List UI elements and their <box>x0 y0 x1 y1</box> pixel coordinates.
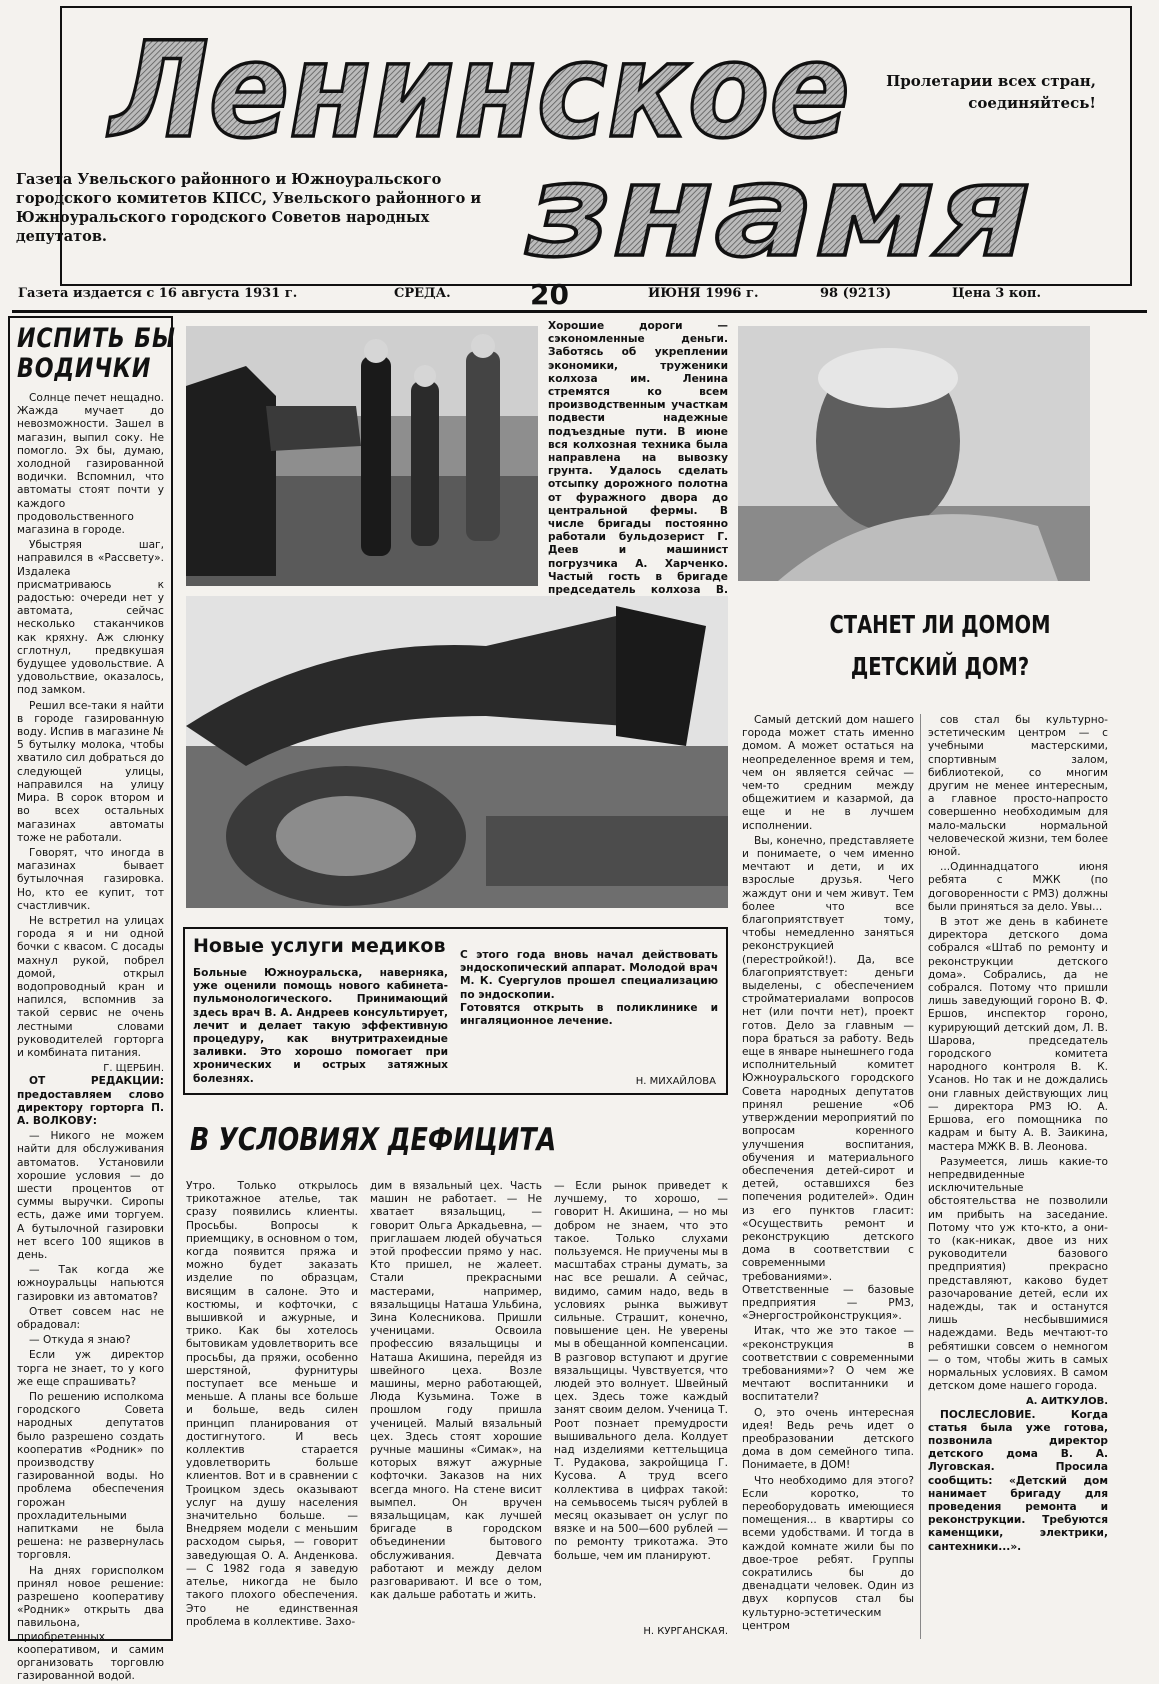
masthead-title-2: знамя <box>524 137 1031 286</box>
deficit-title: В УСЛОВИЯХ ДЕФИЦИТА <box>190 1122 557 1158</box>
signature: Н. КУРГАНСКАЯ. <box>643 1626 728 1637</box>
editorial-note: ОТ РЕДАКЦИИ: предоставляем слово директору горторга П. А. ВОЛКОВУ: <box>17 1075 164 1127</box>
paragraph: — Так когда же южноуральцы напьются газировки из автоматов? <box>17 1264 164 1303</box>
paragraph: ...Одиннадцатого июня ребята с МЖК (по договоренности с РМЗ) должны были приняться за дело. Увы... <box>928 861 1108 913</box>
founded-text: Газета издается с 16 августа 1931 г. <box>18 286 298 301</box>
weekday: СРЕДА. <box>394 286 451 301</box>
signature: Н. МИХАЙЛОВА <box>635 1076 716 1087</box>
paragraph: Разумеется, лишь какие-то непредвиденные исключительные обстоятельства не позволили им прибыть на заседание. Потому что уж кто-кто, а они-то (как-никак, двое из них руководители базового предприятия) прекрасно представляют, каково будет разочарование детей, если их надежды, так и останутся лишь несбывшимися надеждами. Ведь мечтают-то ребятишки совсем о немногом — о том, чтобы жить в самых нормальных условиях. В самом детском доме нашего города. <box>928 1155 1108 1393</box>
paragraph: Убыстряя шаг, направился в «Рассвету». Издалека присматриваюсь к радостью: очереди нет у автомата, сейчас несколько стаканчиков как кряхну. Аж слюнку сглотнул, предвкушая будущее удовольствие. А удовольствие, оказалось, под замком. <box>17 539 164 697</box>
paragraph: Самый детский дом нашего города может стать именно домом. А может остаться на неопределенное время и тем, чем он является сейчас — чем-то средним между общежитием и казармой, да еще и не в лучшем исполнении. <box>742 714 914 832</box>
dateline <box>12 280 1147 313</box>
orphanage-col1 <box>742 714 914 1639</box>
sidebar-article <box>8 316 176 1683</box>
orphanage-title: СТАНЕТ ЛИ ДОМОМ ДЕТСКИЙ ДОМ? <box>829 610 1051 681</box>
signature: Г. ЩЕРБИН. <box>103 1063 164 1075</box>
paragraph: Что необходимо для этого? Если коротко, то переоборудовать имеющиеся помещения... в квартиры со всеми удобствами. И тогда в каждой комнате жили бы по двое-трое ребят. Группы сократились бы до двенадцати человек. Один из двух корпусов стал бы культурно-эстетическим центром <box>742 1474 914 1632</box>
paragraph: Если уж директор торга не знает, то у кого же еще спрашивать? <box>17 1349 164 1388</box>
paragraph: — Откуда я знаю? <box>29 1334 131 1347</box>
masthead-title-1: Ленинское <box>106 14 850 168</box>
deficit-col1: Утро. Только открылось трикотажное ателье, так сразу появились клиенты. Просьбы. Вопросы к приемщику, в основном о том, когда появится пряжа и можно будет заказать изделие по образцам, висящим в салоне. Это и костюмы, и кофточки, с вышивкой и ажурные, и трико. Как бы хотелось бытовикам удовлетворить все просьбы, да пряжи, особенно шерстяной, фурнитуры поступает все меньше и меньше. А планы все больше и больше, ведь силен принцип планирования от достигнутого. И весь коллектив старается удовлетворить больше клиентов. Вот и в сравнении с Троицком здесь оказывают услуг на душу населения значительно больше. — Внедряем модели с меньшим расходом сырья, — говорит заведующая О. А. Анденкова.— С 1982 года я заведую ателье, никогда не было такого плохого обеспечения. Это не единственная проблема в коллективе. Захо- <box>186 1180 358 1628</box>
paragraph: Солнце печет нещадно. Жажда мучает до невозможности. Зашел в магазин, выпил соку. Не помогло. Эх бы, думаю, холодной газированной водички. Вспомнил, что автоматы стоят почти у каждого продовольственного магазина в городе. <box>17 392 164 537</box>
paragraph: Решил все-таки я найти в городе газированную воду. Испив в магазине № 5 бутылку молока, чтобы хватило сил добраться до следующей улицы, направился на улицу Мира. В сорок втором и во всех остальных магазинах автоматы тоже не работали. <box>17 699 164 844</box>
paragraph: Ответ совсем нас не обрадовал: <box>17 1305 164 1332</box>
photo-road-crew <box>186 326 538 586</box>
sidebar-title: ИСПИТЬ БЫ ВОДИЧКИ <box>17 323 176 384</box>
paragraph: Вы, конечно, представляете и понимаете, о чем именно мечтают и дети, и их взрослые друзья. Чего жаждут они и чем живут. Тем более что все благоприятствует тому, чтобы немедленно заняться реконструкцией (перестройкой!). Да, все благоприятствует: деньги выделены, с обеспечением стройматериалами вопросов нет (или почти нет), проект готов. Дело за главным — пора браться за работу. Ведь еще в январе нынешнего года исполнительный комитет Южноуральского городского Совета народных депутатов принял решение «Об утверждении мероприятий по вопросам коренного улучшения воспитания, обучения и материального обеспечения детей-сирот и детей, оставшихся без попечения родителей». Один из его пунктов гласит: «Осуществить ремонт и реконструкцию детского дома в соответствии с современными требованиями». Ответственные — базовые предприятия — РМЗ, «Энергостройконструкция». <box>742 834 914 1323</box>
issue-number: 98 (9213) <box>820 286 892 301</box>
price: Цена 3 коп. <box>952 286 1041 301</box>
paragraph: — Никого не можем найти для обслуживания автоматов. Установили хорошие условия — до шести процентов от суммы выручки. Сиропы есть, даже ими торгуем. А бутылочной газировки нет всего 100 ящиков в день. <box>17 1130 164 1261</box>
medics-title: Новые услуги медиков <box>193 935 446 957</box>
column-divider <box>920 714 921 1639</box>
paragraph: Говорят, что иногда в магазинах бывает бутылочная газировка. Но, кто ее купит, тот счастливчик. <box>17 846 164 912</box>
masthead-logo-line1 <box>100 8 860 168</box>
photo-portrait <box>738 326 1090 581</box>
month-year: ИЮНЯ 1996 г. <box>648 286 759 301</box>
roads-article: Хорошие дороги — сэкономленные деньги. Заботясь об укреплении экономики, труженики колхоза им. Ленина стремятся ко всем производственным участкам подвести надежные подъездные пути. В июне вся колхозная техника была направлена на вывозку грунта. Удалось сделать отсыпку дорожного полотна от фуражного двора до центральной фермы. В числе бригады постоянно работали бульдозерист Г. Деев и машинист погрузчика А. Харченко. Частый гость в бригаде председатель колхоза В. <box>548 320 728 597</box>
deficit-col3: — Если рынок приведет к лучшему, то хорошо, — говорит Н. Акишина, — но мы добром не знаем, что это такое. Только слухами пользуемся. Не приучены мы в масштабах страны думать, за нас все решали. А сейчас, видимо, самим надо, ведь в условиях рынка выживут сильные. Страшит, конечно, повышение цен. Не уверены мы в обещанной компенсации. В разговор вступают и другие вязальщицы. Чувствуется, что людей это волнует. Швейный цех. Здесь тоже каждый занят своим делом. Ученица Т. Роот познает премудрости вышивального дела. Колдует над изделиями кеттельщица Т. Рудакова, закройщица Г. Кусова. А труд всего коллектива в цифрах такой: на семьвосемь тысяч рублей в месяц оказывает он услуг по вязке и на 500—600 рублей — по ремонту трикотажа. Это больше, чем им планируют. <box>554 1180 728 1562</box>
signature: А. АИТКУЛОВ. <box>1025 1396 1108 1408</box>
paragraph: На днях горисполком принял новое решение: разрешено кооперативу «Родник» открыть два павильона, приобретенных кооперативом, и самим организовать торговлю газированной водой. <box>17 1564 164 1683</box>
paragraph: Итак, что же это такое — «реконструкция в соответствии с современными требованиями»? О чем же мечтают воспитанники и воспитатели? <box>742 1325 914 1404</box>
publisher-info: Газета Увельского районного и Южноуральского городского комитетов КПСС, Увельского районного и Южноуральского городского Советов народных депутатов. <box>16 171 482 245</box>
medics-col2: С этого года вновь начал действовать эндоскопический аппарат. Молодой врач М. К. Суергулов прошел специализацию по эндоскопии. Готовятся открыть в поликлинике и ингаляционное лечение. <box>460 949 718 1028</box>
paragraph: О, это очень интересная идея! Ведь речь идет о преобразовании детского дома в дом семейного типа. Понимаете, в ДОМ! <box>742 1406 914 1472</box>
paragraph: По решению исполкома городского Совета народных депутатов было разрешено создать кооператив «Родник» по производству газированной воды. Но проблема обеспечения горожан прохладительными напитками не была решена: не развернулась торговля. <box>17 1391 164 1562</box>
deficit-col2: дим в вязальный цех. Часть машин не работает. — Не хватает вязальщиц, — говорит Ольга Аркадьевна, — приглашаем людей обучаться этой профессии прямо у нас. Кто пришел, не жалеет. Стали прекрасными мастерами, например, вязальщицы Наташа Ульбина, Зина Колесникова. Пришли ученицами. Освоила профессию вязальщицы и Наташа Акишина, перейдя из швейного цеха. Возле машины, мерно работающей, Люда Кузьмина. Тоже в прошлом году пришла ученицей. Малый вязальный цех. Здесь стоят хорошие ручные машины «Симак», на которых вяжут ажурные кофточки. Заказов на них всегда много. На стене висит вымпел. Он вручен вязальщицам, как лучшей бригаде в городском объединении бытового обслуживания. Девчата работают и между делом разговаривают. И все о том, как дальше работать и жить. <box>370 1180 542 1602</box>
masthead-logo-line2 <box>520 137 1040 286</box>
paragraph: Не встретил на улицах города я и ни одной бочки с квасом. С досады махнул рукой, побрел домой, открыл водопроводный кран и напился, вспомнив за такой сервис не очень лестными словами руководителей горторга и комбината питания. <box>17 914 164 1059</box>
sidebar-body <box>17 392 164 1684</box>
paragraph: В этот же день в кабинете директора детского дома собрался «Штаб по ремонту и реконструкции детского дома». Собрались, да не собрался. Потому что пришли лишь заведующий гороно В. Ф. Ершов, инспектор гороно, курирующий детский дом, Л. В. Шарова, председатель городского комитета народного контроля В. К. Усанов. Но так и не дождались они главных действующих лиц — директора РМЗ Ю. А. Ершова, его помощника по кадрам и быту А. В. Заикина, мастера МЖК В. В. Леонова. <box>928 916 1108 1153</box>
orphanage-col2 <box>928 714 1108 1639</box>
paragraph: сов стал бы культурно-эстетическим центром — с учебными мастерскими, спортивным залом, библиотекой, со многим другим не менее интересным, а главное просто-напросто совершенно необходимым для мало-мальски нормальной человеческой жизни, тем более юной. <box>928 714 1109 859</box>
medics-box <box>183 927 728 1095</box>
medics-col1: Больные Южноуральска, наверняка, уже оценили помощь нового кабинета-пульмонологического. Принимающий здесь врач В. А. Андреев консультирует, лечит и делает такую эффективную процедуру, как внутритрахеидные заливки. Это хорошо помогает при хронических и острых затяжных болезнях. <box>193 967 448 1085</box>
day-number: 20 <box>530 278 569 311</box>
postscript: ПОСЛЕСЛОВИЕ. Когда статья была уже готова, позвонила директор детского дома В. А. Луговская. Просила сообщить: «Детский дом нанимает бригаду для проведения ремонта и реконструкции. Требуются каменщики, электрики, сантехники...». <box>928 1408 1108 1553</box>
motto: Пролетарии всех стран, соединяйтесь! <box>886 72 1096 112</box>
photo-excavator <box>186 596 728 908</box>
